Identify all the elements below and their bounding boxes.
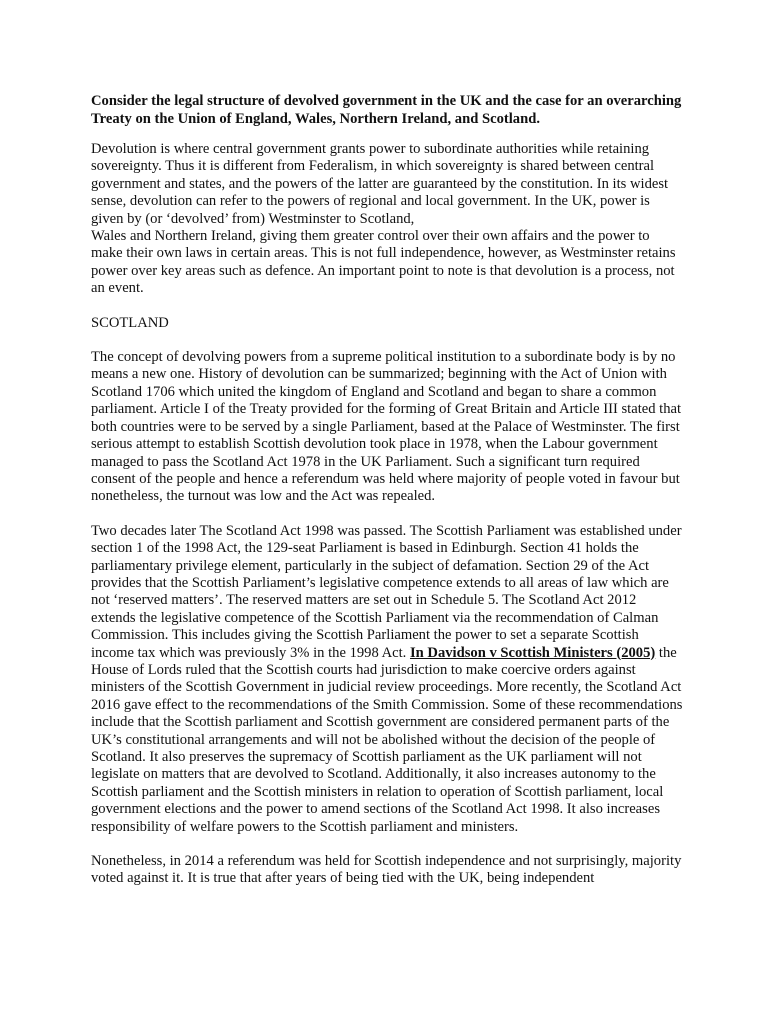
intro-paragraph-part-2: Wales and Northern Ireland, giving them greater control over their own affairs and the power to make their own laws in certain areas. This is not full independence, however, as Westminster retains power over key areas such as defence. An important point to note is that devolution is a process, not an event. — [91, 228, 676, 297]
scotland-act-text-after: the House of Lords ruled that the Scottish courts had jurisdiction to make coercive orders against ministers of the Scottish Government in judicial review proceedings. More recently, the Scotland Act 2016 gave effect to the recommendations of the Smith Commission. Some of these recommendations include that the Scottish parliament and Scottish government are considered permanent parts of the UK’s constitutional arrangements and will not be abolished without the decision of the people of Scotland. It also preserves the supremacy of Scottish parliament as the UK parliament will not legislate on matters that are devolved to Scotland. Additionally, it also increases autonomy to the Scottish parliament and the Scottish ministers in relation to operation of Scottish parliament, local government elections and the power to amend sections of the Scotland Act 1998. It also increases responsibility of welfare powers to the Scottish parliament and ministers. — [91, 644, 683, 835]
referendum-paragraph: Nonetheless, in 2014 a referendum was held for Scottish independence and not surprisingly, majority voted against it. It is true that after years of being tied with the UK, being independent — [91, 853, 682, 887]
intro-paragraph-part-1: Devolution is where central government grants power to subordinate authorities while retaining sovereignty. Thus it is different from Federalism, in which sovereignty is shared between central government and states, and the powers of the latter are guaranteed by the constitution. In its widest sense, devolution can refer to the powers of regional and local government. In the UK, power is given by (or ‘devolved’ from) Westminster to Scotland, — [91, 141, 669, 227]
document-page — [91, 92, 683, 905]
document-title: Consider the legal structure of devolved government in the UK and the case for an overarching Treaty on the Union of England, Wales, Northern Ireland, and Scotland. — [91, 93, 682, 127]
intro-paragraph — [91, 141, 683, 298]
section-heading-scotland: SCOTLAND — [91, 314, 169, 331]
case-reference-davidson: In Davidson v Scottish Ministers (2005) — [409, 644, 656, 661]
scotland-act-text-before: Two decades later The Scotland Act 1998 was passed. The Scottish Parliament was established under section 1 of the 1998 Act, the 129-seat Parliament is based in Edinburgh. Section 41 holds the parliamentary privilege element, particularly in the subject of defamation. Section 29 of the Act provides that the Scottish Parliament’s legislative competence extends to all areas of law which are not ‘reserved matters’. The reserved matters are set out in Schedule 5. The Scotland Act 2012 extends the legislative competence of the Scottish Parliament via the recommendation of Calman Commission. This includes giving the Scottish Parliament the power to set a separate Scottish income tax which was previously 3% in the 1998 Act. — [91, 522, 682, 661]
scotland-act-paragraph — [91, 523, 683, 836]
history-paragraph: The concept of devolving powers from a supreme political institution to a subordinate body is by no means a new one. History of devolution can be summarized; beginning with the Act of Union with Scotland 1706 which united the kingdom of England and Scotland and began to share a common parliament. Article I of the Treaty provided for the forming of Great Britain and Article III stated that both countries were to be served by a single Parliament, based at the Palace of Westminster. The first serious attempt to establish Scottish devolution took place in 1978, when the Labour government managed to pass the Scotland Act 1978 in the UK Parliament. Such a significant turn required consent of the people and hence a referendum was held where majority of people voted in favour but nonetheless, the turnout was low and the Act was repealed. — [91, 349, 682, 505]
